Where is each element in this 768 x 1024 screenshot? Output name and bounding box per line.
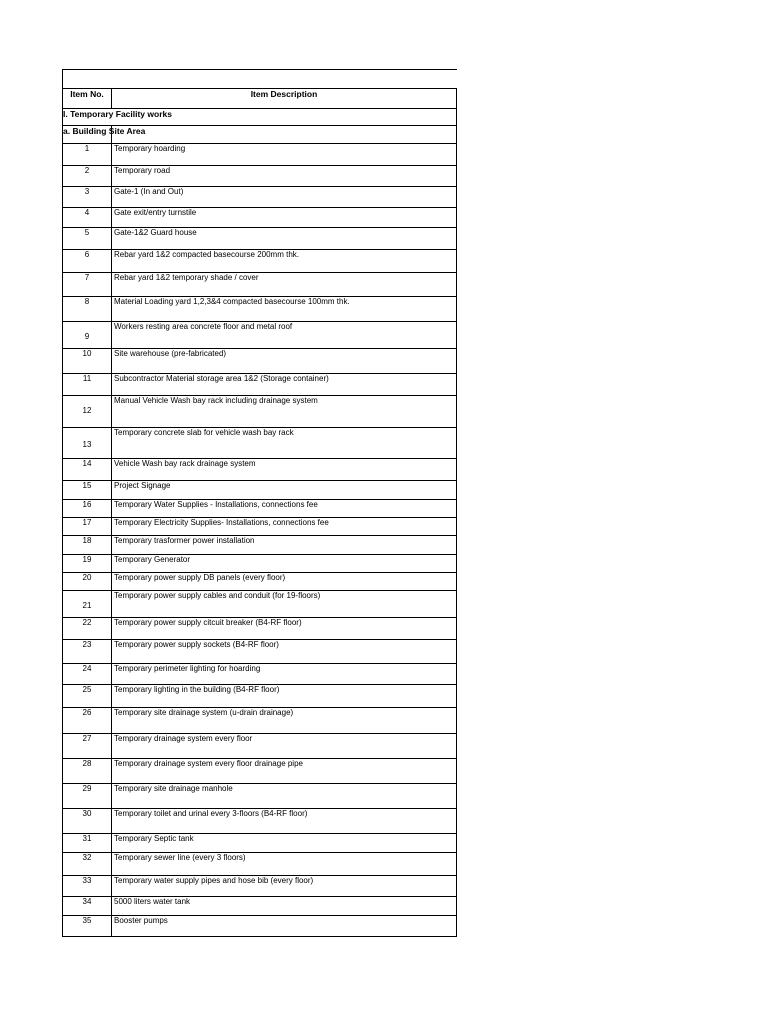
item-description: Booster pumps [114, 916, 168, 925]
item-description: Temporary drainage system every floor drainage pipe [114, 759, 303, 768]
item-description: Subcontractor Material storage area 1&2 (Storage container) [114, 374, 329, 383]
item-number: 21 [82, 600, 92, 610]
item-number: 24 [82, 664, 92, 673]
item-description: Temporary water supply pipes and hose bib (every floor) [114, 876, 314, 885]
item-description: Workers resting area concrete floor and metal roof [114, 322, 293, 331]
item-number: 11 [82, 374, 92, 383]
item-number: 27 [82, 734, 92, 743]
item-description: Temporary perimeter lighting for hoarding [114, 664, 261, 673]
item-description: 5000 liters water tank [114, 897, 191, 906]
item-description: Temporary Generator [114, 555, 191, 564]
item-description: Temporary power supply DB panels (every floor) [114, 573, 286, 582]
table-top-border [62, 69, 457, 70]
item-description: Temporary power supply cables and conduit (for 19-floors) [114, 591, 321, 600]
item-number: 26 [82, 708, 92, 717]
item-number: 7 [84, 273, 90, 282]
item-description: Rebar yard 1&2 temporary shade / cover [114, 273, 259, 282]
item-number: 30 [82, 809, 92, 818]
item-number: 35 [82, 916, 92, 925]
item-number: 17 [82, 518, 92, 527]
item-description: Temporary drainage system every floor [114, 734, 253, 743]
item-description: Temporary sewer line (every 3 floors) [114, 853, 246, 862]
header-item-description: Item Description [250, 89, 318, 99]
item-number: 8 [84, 297, 90, 306]
item-number: 12 [82, 406, 92, 415]
item-description: Temporary site drainage manhole [114, 784, 233, 793]
item-number: 3 [84, 187, 90, 196]
boq-table [62, 69, 457, 936]
item-number: 33 [82, 876, 92, 885]
item-description: Temporary road [114, 166, 171, 175]
item-number: 23 [82, 640, 92, 649]
item-number: 9 [84, 331, 90, 341]
item-number: 5 [84, 228, 90, 237]
item-description: Site warehouse (pre-fabricated) [114, 349, 227, 358]
item-description: Temporary power supply citcuit breaker (B4-RF floor) [114, 618, 302, 627]
item-description: Temporary hoarding [114, 144, 186, 153]
row-border [62, 936, 457, 937]
item-description: Temporary power supply sockets (B4-RF floor) [114, 640, 279, 649]
item-description: Vehicle Wash bay rack drainage system [114, 459, 256, 468]
item-number: 4 [84, 208, 90, 217]
item-description: Temporary concrete slab for vehicle wash bay rack [114, 428, 294, 437]
section-title: I. Temporary Facility works [63, 109, 172, 119]
item-description: Project Signage [114, 481, 171, 490]
item-description: Temporary Septic tank [114, 834, 194, 843]
item-description: Temporary toilet and urinal every 3-floors (B4-RF floor) [114, 809, 308, 818]
item-number: 25 [82, 685, 92, 694]
item-number: 29 [82, 784, 92, 793]
item-description: Rebar yard 1&2 compacted basecourse 200mm thk. [114, 250, 299, 259]
item-number: 16 [82, 500, 92, 509]
item-number: 18 [82, 536, 92, 545]
item-number: 32 [82, 853, 92, 862]
item-description: Temporary Water Supplies - Installations, connections fee [114, 500, 318, 509]
item-description: Temporary Electricity Supplies- Installations, connections fee [114, 518, 329, 527]
item-number: 19 [82, 555, 92, 564]
item-number: 34 [82, 897, 92, 906]
item-description: Gate exit/entry turnstile [114, 208, 197, 217]
item-number: 10 [82, 349, 92, 358]
item-number: 15 [82, 481, 92, 490]
item-number: 31 [82, 834, 92, 843]
item-description: Material Loading yard 1,2,3&4 compacted basecourse 100mm thk. [114, 297, 350, 306]
item-description: Temporary trasformer power installation [114, 536, 255, 545]
item-description: Gate-1 (In and Out) [114, 187, 184, 196]
item-description: Manual Vehicle Wash bay rack including drainage system [114, 396, 318, 405]
item-number: 2 [84, 166, 90, 175]
item-number: 22 [82, 618, 92, 627]
item-number: 1 [84, 144, 90, 153]
subsection-title: a. Building Site Area [63, 126, 146, 136]
item-description: Temporary lighting in the building (B4-RF floor) [114, 685, 280, 694]
item-number: 28 [82, 759, 92, 768]
item-description: Temporary site drainage system (u-drain drainage) [114, 708, 294, 717]
item-number: 14 [82, 459, 92, 468]
item-number: 13 [82, 439, 92, 449]
item-description: Gate-1&2 Guard house [114, 228, 197, 237]
item-number: 20 [82, 573, 92, 582]
header-item-no: Item No. [70, 89, 104, 99]
item-number: 6 [84, 250, 90, 259]
